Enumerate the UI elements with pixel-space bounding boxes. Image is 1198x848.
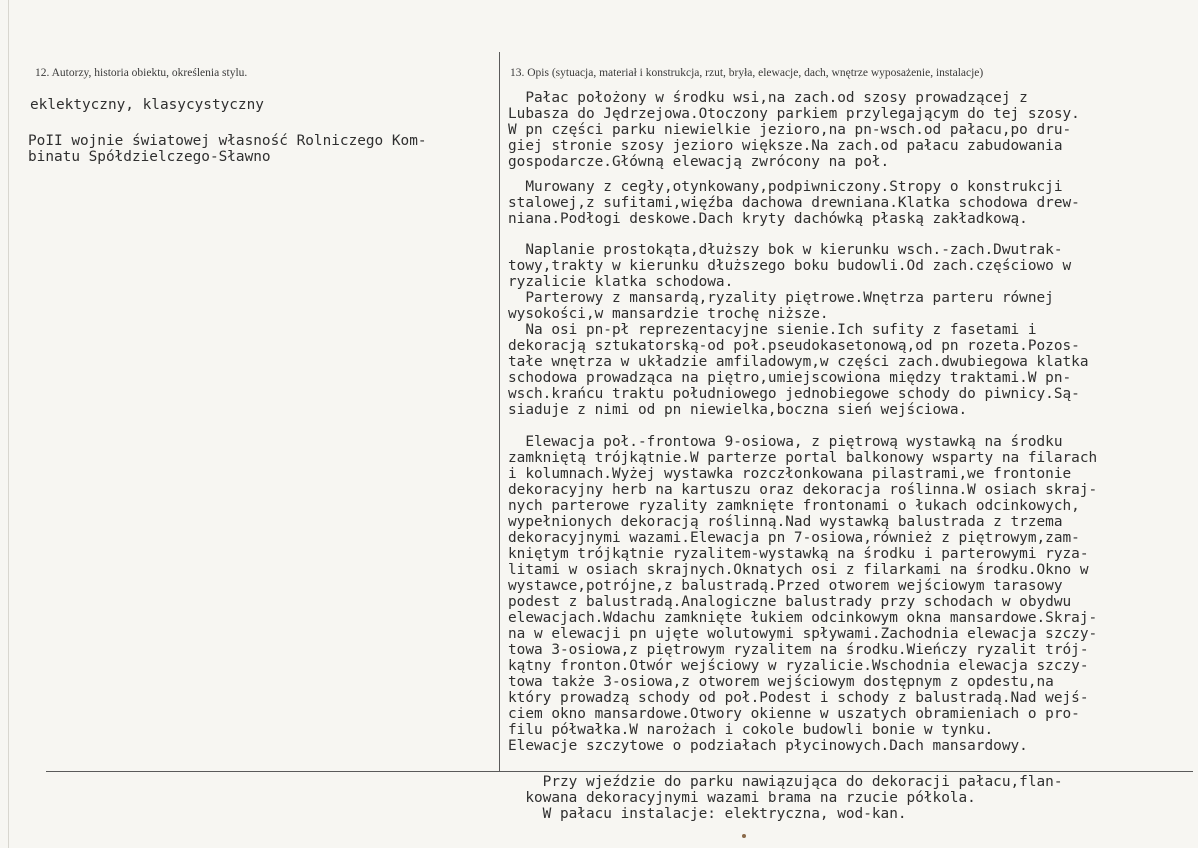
field-12-header: 12. Autorzy, historia obiektu, określenia stylu. <box>35 67 248 79</box>
description-paragraph-interior: Na osi pn-pł reprezentacyjne sienie.Ich sufity z fasetami i dekoracją sztukatorską-od poł.pseudokasetonową,od pn rozeta.Pozos- tałe wnętrza w układzie amfiladowym,w części zach.dwubiegowa klatka schodowa prowadząca na piętro,umiejscowiona między traktami.W pn- wsch.krańcu traktu południowego jednobiegowe schody do piwnicy.Są- siaduje z nimi od pn niewielka,boczna sień wejściowa. <box>508 322 1089 418</box>
description-paragraph-material: Murowany z cegły,otynkowany,podpiwniczony.Stropy o konstrukcji stalowej,z sufitami,więźba dachowa drewniana.Klatka schodowa drew- niana.Podłogi deskowe.Dach kryty dachówką płaską zakładkową. <box>508 179 1080 227</box>
style-text: eklektyczny, klasycystyczny <box>30 97 264 113</box>
history-text: PoII wojnie światowej własność Rolniczego Kom- binatu Spółdzielczego-Sławno <box>28 133 427 165</box>
column-divider <box>499 52 500 772</box>
field-13-header: 13. Opis (sytuacja, materiał i konstrukcja, rzut, bryła, elewacje, dach, wnętrze wyposażenie, instalacje) <box>510 67 984 79</box>
section-divider <box>46 771 1193 772</box>
description-paragraph-body: Parterowy z mansardą,ryzality piętrowe.Wnętrza parteru równej wysokości,w mansardzie trochę niższe. <box>508 290 1054 322</box>
card-edge <box>8 0 9 848</box>
description-paragraph-elevations: Elewacja poł.-frontowa 9-osiowa, z piętrową wystawką na środku zamkniętą trójkątnie.W parterze portal balkonowy wsparty na filarach i kolumnach.Wyżej wystawka rozczłonkowana pilastrami,we frontonie dekoracyjny herb na kartuszu oraz dekoracja roślinna.W osiach skraj- nych parterowe ryzality zamknięte frontonami o łukach odcinkowych, wypełnionych dekoracją roślinną.Nad wystawką balustrada z trzema dekoracyjnymi wazami.Elewacja pn 7-osiowa,również z piętrowym,zam- kniętym trójkątnie ryzalitem-wystawką na środku i parterowymi ryza- litami w osiach skrajnych.Oknatych osi z filarkami na środku.Okno w wystawce,potrójne,z balustradą.Przed otworem wejściowym tarasowy podest z balustradą.Analogiczne balustrady przy schodach w obydwu elewacjach.Wdachu zamknięte łukiem odcinkowym okna mansardowe.Skraj- na w elewacji pn ujęte wolutowymi spływami.Zachodnia elewacja szczy- towa 3-osiowa,z piętrowym ryzalitem na środku.Wieńczy ryzalit trój- kątny fronton.Otwór wejściowy w ryzalicie.Wschodnia elewacja szczy- towa także 3-osiowa,z otworem wejściowym dostępnym z opdestu,na który prowadzą schody od poł.Podest i schody z balustradą.Nad wejś- ciem okno mansardowe.Otwory okienne w uszatych obramieniach o pro- filu półwałka.W narożach i cokole budowli bonie w tynku. Elewacje szczytowe o podziałach płycinowych.Dach mansardowy. <box>508 434 1098 754</box>
ink-dot <box>742 834 746 838</box>
continuation-text: Przy wjeździe do parku nawiązująca do dekoracji pałacu,flan- kowana dekoracyjnymi wazami brama na rzucie półkola. W pałacu instalacje: elektryczna, wod-kan. <box>525 774 1063 822</box>
description-paragraph-situation: Pałac położony w środku wsi,na zach.od szosy prowadzącej z Lubasza do Jędrzejowa.Otoczony parkiem przylegającym do tej szosy. W pn części parku niewielkie jezioro,na pn-wsch.od pałacu,po dru- giej stronie szosy jezioro większe.Na zach.od pałacu zabudowania gospodarcze.Główną elewacją zwrócony na poł. <box>508 90 1080 170</box>
description-paragraph-plan: Naplanie prostokąta,dłuższy bok w kierunku wsch.-zach.Dwutrak- towy,trakty w kierunku dłuższego boku budowli.Od zach.częściowo w ryzalicie klatka schodowa. <box>508 242 1072 290</box>
